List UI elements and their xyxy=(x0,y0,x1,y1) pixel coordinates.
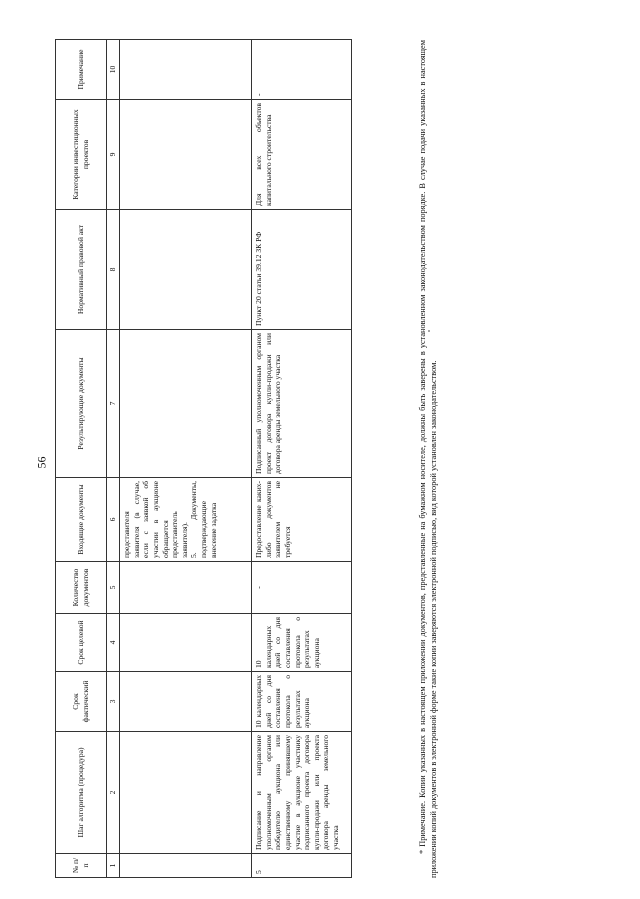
column-number: 3 xyxy=(107,672,120,732)
cell-categories: Для всех объектов капитального строительства xyxy=(252,100,352,210)
cell-legal-act xyxy=(120,210,252,330)
rotated-page-content xyxy=(55,40,439,878)
cell-input-docs: Предоставление каких-либо документов заявителем не требуется xyxy=(252,478,352,562)
footnote-paragraph: * Примечание. Копии указанных в настоящем приложении документов, представленные на бумажном носителе, должны быть заверены в установленном законодательством порядке. В случае подачи указанных в настоящем приложении копий документов в электронной форме такие копии заверяются электронной подписью, вид которой установлен законодательством. xyxy=(418,40,439,878)
column-number: 10 xyxy=(107,40,120,100)
cell-legal-act: Пункт 20 статьи 39.12 ЗК РФ xyxy=(252,210,352,330)
header-cell-categories: Категории инвестиционных проектов xyxy=(56,100,107,210)
header-cell-input-docs: Входящие документы xyxy=(56,478,107,562)
header-cell-doc-count: Количество документов xyxy=(56,562,107,614)
header-cell-note: Примечание xyxy=(56,40,107,100)
cell-target-term xyxy=(120,614,252,672)
column-number: 4 xyxy=(107,614,120,672)
cell-num xyxy=(120,854,252,878)
header-cell-step: Шаг алгоритма (процедура) xyxy=(56,732,107,854)
cell-doc-count: - xyxy=(252,562,352,614)
page-number: 56 xyxy=(34,456,49,469)
cell-num: 5 xyxy=(252,854,352,878)
header-cell-legal-act: Нормативный правовой акт xyxy=(56,210,107,330)
scan-speck xyxy=(428,330,430,332)
cell-step xyxy=(120,732,252,854)
table-row xyxy=(252,40,352,878)
procedure-table xyxy=(55,39,352,878)
cell-note: - xyxy=(252,40,352,100)
cell-doc-count xyxy=(120,562,252,614)
column-number: 7 xyxy=(107,330,120,478)
footnote xyxy=(417,40,439,878)
cell-target-term: 10 календарных дней со дня составления протокола о результатах аукциона xyxy=(252,614,352,672)
cell-result-docs: Подписанный уполномоченным органом проект договора купли-продажи или договора аренды земельного участка xyxy=(252,330,352,478)
cell-actual-term xyxy=(120,672,252,732)
cell-actual-term: 10 календарных дней со дня составления протокола о результатах аукциона xyxy=(252,672,352,732)
column-number: 5 xyxy=(107,562,120,614)
cell-categories xyxy=(120,100,252,210)
column-number: 6 xyxy=(107,478,120,562)
table-row xyxy=(120,40,252,878)
header-row xyxy=(56,40,107,878)
column-number: 8 xyxy=(107,210,120,330)
column-number: 2 xyxy=(107,732,120,854)
header-cell-target-term: Срок целевой xyxy=(56,614,107,672)
cell-step: Подписание и направление уполномоченным органом победителю аукциона или единственному принявшему участие в аукционе участнику подписанного проекта договора купли-продажи или проекта договора аренды земельного участка xyxy=(252,732,352,854)
column-number-row xyxy=(107,40,120,878)
column-number: 9 xyxy=(107,100,120,210)
cell-result-docs xyxy=(120,330,252,478)
header-cell-actual-term: Срок фактический xyxy=(56,672,107,732)
header-cell-result-docs: Результирующие документы xyxy=(56,330,107,478)
header-cell-num: № п/п xyxy=(56,854,107,878)
column-number: 1 xyxy=(107,854,120,878)
cell-note xyxy=(120,40,252,100)
cell-input-docs: представителя заявителя (в случае, если с заявкой об участии в аукционе обращается представитель заявителя). 5. Документы, подтверждающие внесение задатка xyxy=(120,478,252,562)
